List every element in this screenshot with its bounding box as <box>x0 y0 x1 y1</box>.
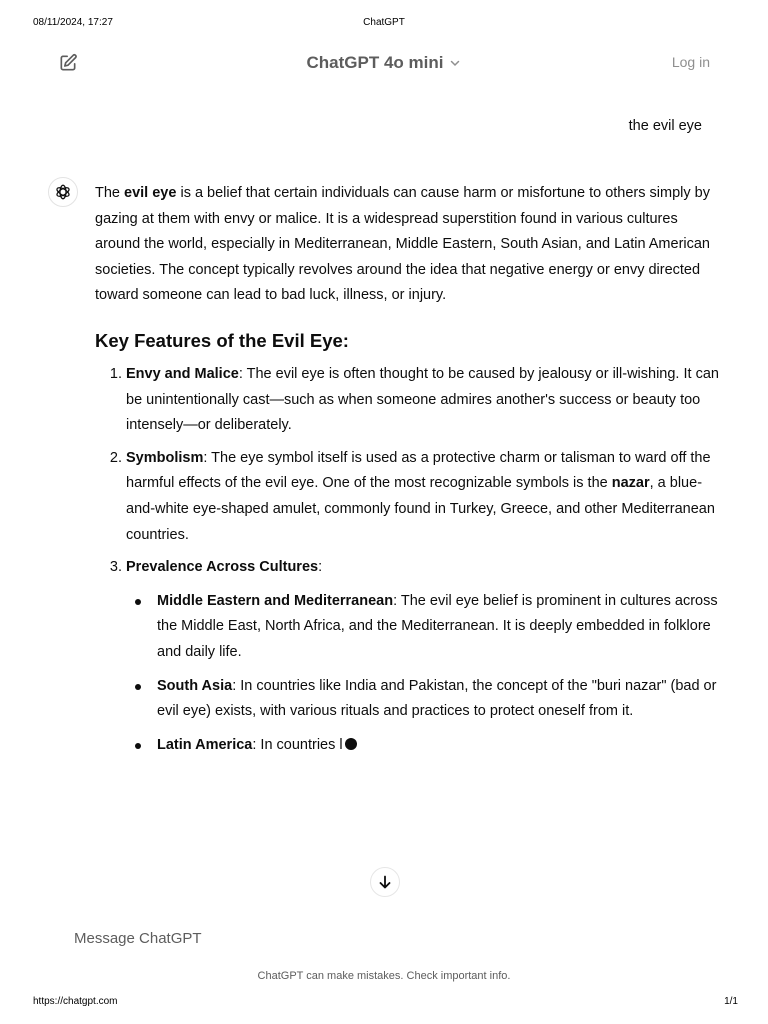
culture-list <box>126 589 725 759</box>
sub-list-item: Middle Eastern and Mediterranean: The evil eye belief is prominent in cultures across the Middle East, North Africa, and the Mediterranean. It is deeply embedded in folklore and daily life. <box>157 589 725 666</box>
chevron-down-icon <box>449 54 461 74</box>
model-selector[interactable] <box>0 53 768 74</box>
print-footer <box>0 996 768 1010</box>
print-url: https://chatgpt.com <box>33 996 118 1007</box>
message-input[interactable] <box>60 926 714 950</box>
login-button[interactable]: Log in <box>671 54 710 70</box>
print-header <box>0 17 768 31</box>
user-message: the evil eye <box>628 118 702 134</box>
scroll-down-button[interactable] <box>370 867 400 897</box>
arrow-down-icon <box>377 874 393 890</box>
disclaimer: ChatGPT can make mistakes. Check important info. <box>257 970 511 982</box>
assistant-message <box>95 181 725 766</box>
assistant-avatar <box>48 177 78 207</box>
answer-heading: Key Features of the Evil Eye: <box>95 329 349 351</box>
bold-term: evil eye <box>124 185 177 201</box>
list-item: 1. Envy and Malice: The evil eye is often thought to be caused by jealousy or ill-wishing. It can be unintentionally cast—such as when someone admires another's success or beauty too intensely—or deliberately. <box>126 362 725 439</box>
feature-list <box>95 362 725 758</box>
openai-logo-icon <box>54 183 72 201</box>
print-page-number: 1/1 <box>724 996 738 1007</box>
print-title: ChatGPT <box>363 17 405 28</box>
sub-list-item: Latin America: In countries l <box>157 733 725 759</box>
sub-list-item: South Asia: In countries like India and Pakistan, the concept of the "buri nazar" (bad or evil eye) exists, with various rituals and practices to protect oneself from it. <box>157 674 725 725</box>
list-item: 2. Symbolism: The eye symbol itself is used as a protective charm or talisman to ward off the harmful effects of the evil eye. One of the most recognizable symbols is the nazar, a blue-and-white eye-shaped amulet, commonly found in Turkey, Greece, and other Mediterranean countries. <box>126 446 725 548</box>
answer-intro: The evil eye is a belief that certain individuals can cause harm or misfortune to others simply by gazing at them with envy or malice. It is a widespread superstition found in various cultures around the world, especially in Mediterranean, Middle Eastern, South Asian, and Latin American societies. The concept typically revolves around the idea that negative energy or envy directed toward someone can lead to bad luck, illness, or injury. <box>95 185 710 304</box>
print-date: 08/11/2024, 17:27 <box>33 17 113 28</box>
message-composer <box>60 918 710 958</box>
top-bar <box>0 46 768 80</box>
streaming-cursor <box>345 738 357 750</box>
model-name: ChatGPT 4o mini <box>306 53 444 72</box>
list-item: 3. Prevalence Across Cultures: Middle Eastern and Mediterranean: The evil eye belief is prominent in cultures across the Middle East, North Africa, and the Mediterranean. It is deeply embedded in folklore and daily life. South Asia: In countries like India and Pakistan, the concept of the "buri nazar" (bad or evil eye) exists, with various rituals and practices to protect oneself from it. Latin America: In countries l <box>126 555 725 758</box>
